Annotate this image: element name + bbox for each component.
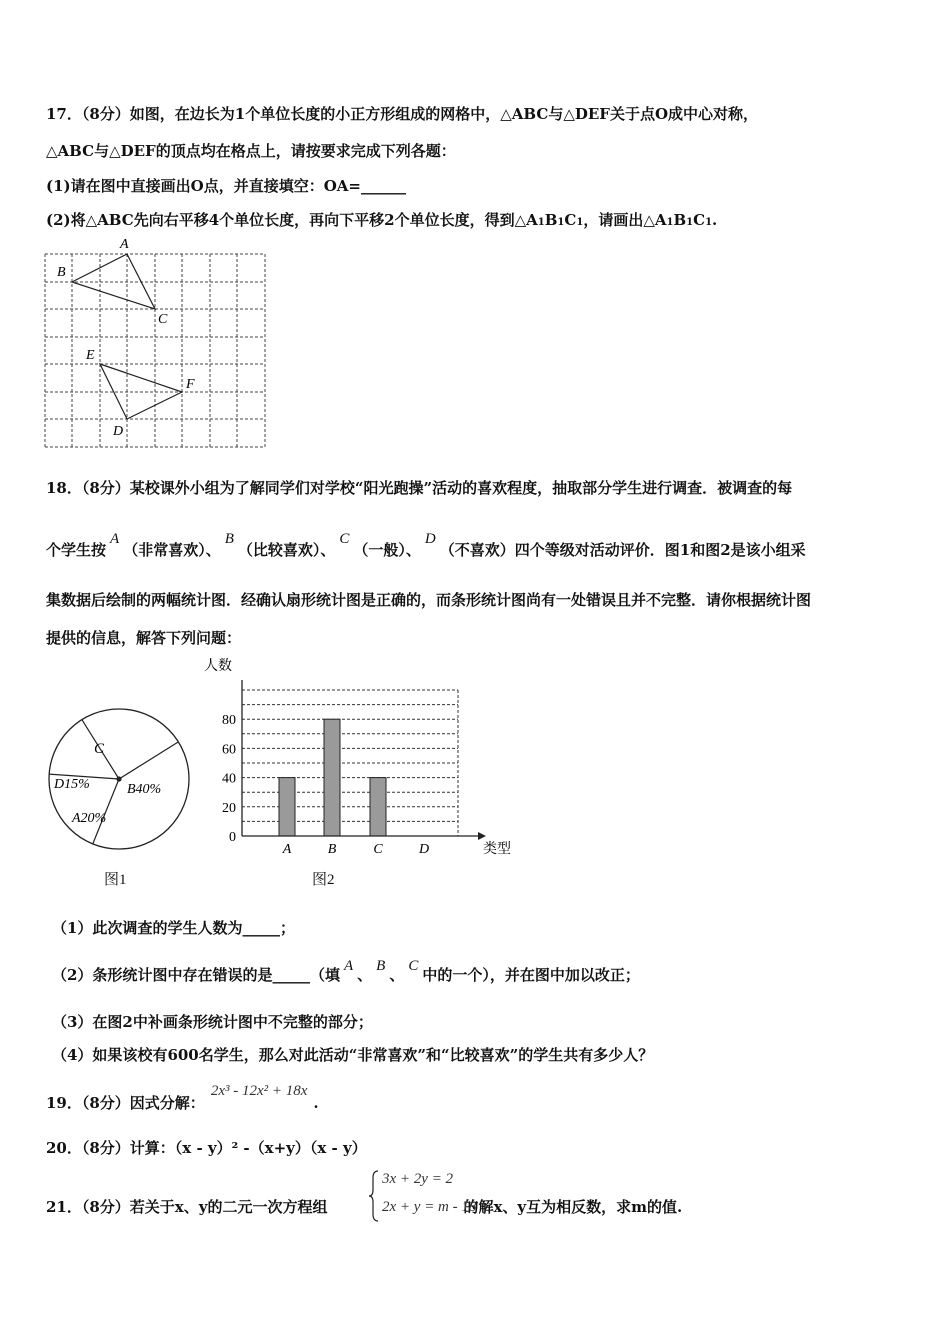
y-tick-label: 60 [222,742,236,758]
q20: 20．（8分）计算：（x - y）² -（x+y）（x - y） [46,1139,367,1157]
pie-chart [44,704,194,864]
y-tick-label: 0 [229,830,236,845]
y-axis-label: 人数 [204,659,232,674]
figure1-caption: 图1 [104,872,127,888]
bar-b [324,719,340,836]
q19-expression: 2x³ - 12x² + 18x [210,1083,308,1099]
grid-lines [45,254,265,447]
q17-part2: (2)将△ABC先向右平移4个单位长度，再向下平移2个单位长度，得到△A1B1C1，请画出△A1B1C1. [46,211,718,229]
pie-slice-boundary [119,742,178,779]
x-tick-label: B [327,842,337,857]
q17-line2: △ABC与△DEF的顶点均在格点上，请按要求完成下列各题： [46,142,456,160]
q18-line3: 集数据后绘制的两幅统计图．经确认扇形统计图是正确的，而条形统计图尚有一处错误且并不完整．请你根据统计图 [46,591,812,609]
q18-sub1: （1）此次调查的学生人数为_____； [52,919,295,937]
q18-sub3: （3）在图2中补画条形统计图中不完整的部分； [52,1013,373,1031]
x-tick-label: C [373,842,383,857]
pie-center [117,777,121,781]
y-tick-label: 80 [222,713,236,729]
equation-system [368,1168,503,1224]
label-b: B [57,265,66,280]
q18-line1: 18．（8分）某校课外小组为了解同学们对学校“阳光跑操”活动的喜欢程度，抽取部分学生进行调查．被调查的每 [46,479,793,497]
x-axis-arrow [478,832,486,840]
pie-label-a: A20% [72,811,107,826]
x-tick-label: D [418,842,430,857]
figure2-caption: 图2 [312,872,335,888]
brace [368,1168,380,1224]
grid-figure [40,232,275,457]
label-e: E [86,348,95,363]
equation-2: 2x + y = m - 18 [382,1199,477,1215]
pie-label-d: D15% [54,777,90,792]
label-d: D [113,424,124,439]
q18-line2: 个学生按A（非常喜欢）、B（比较喜欢）、C（一般）、D（不喜欢）四个等级对活动评价．图1和图2是该小组采 [46,531,806,559]
y-tick-label: 20 [222,800,236,816]
q21: 21．（8分）若关于x、y的二元一次方程组 的解x、y互为相反数，求m的值. [46,1198,683,1216]
q18-line4: 提供的信息，解答下列问题： [46,629,242,647]
pie-label-b: B40% [127,782,162,797]
bar-chart [200,652,525,862]
bar-c [370,778,386,836]
q19: 19．（8分）因式分解：2x³ - 12x² + 18x. [46,1083,319,1112]
q18-sub4: （4）如果该校有600名学生，那么对此活动“非常喜欢”和“比较喜欢”的学生共有多少人？ [52,1046,654,1064]
pie-label-c: C [94,741,105,757]
x-tick-label: A [282,842,292,857]
q17-line1: 17．（8分）如图，在边长为1个单位长度的小正方形组成的网格中，△ABC与△DEF关于点O成中心对称， [46,105,759,123]
label-a: A [120,237,129,252]
x-axis-label: 类型 [483,842,511,857]
equation-1: 3x + 2y = 2 [382,1171,454,1187]
label-c: C [158,312,168,327]
q18-sub2: （2）条形统计图中存在错误的是_____（填 A 、 B 、 C 中的一个），并在图中加以改正； [52,958,640,984]
y-tick-label: 40 [222,771,236,787]
label-f: F [186,377,195,392]
q17-part1: (1)请在图中直接画出O点，并直接填空：OA=______ [46,177,406,195]
bar-a [279,778,295,836]
